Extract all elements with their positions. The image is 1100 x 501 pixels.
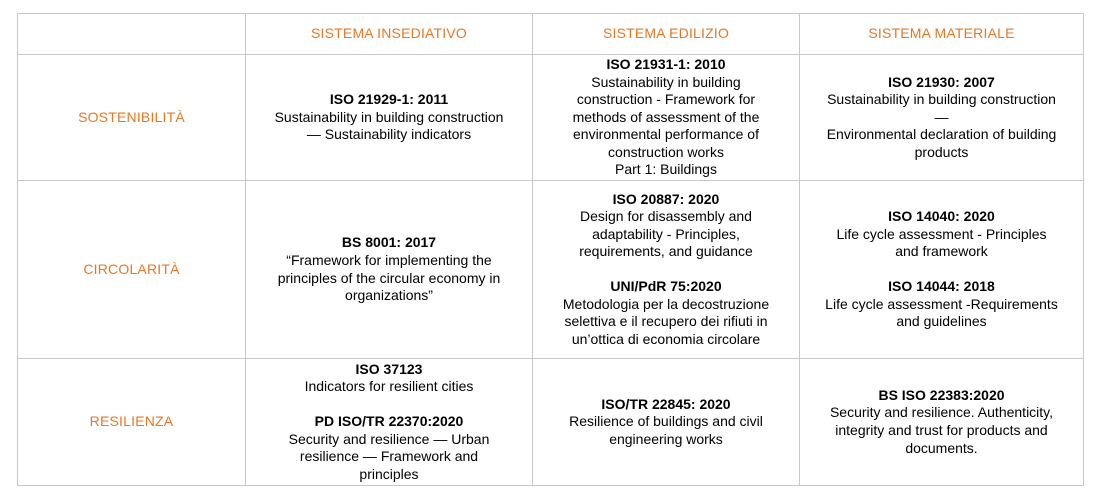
standard-description-line: principles — [359, 465, 419, 482]
standard-description-line: Security and resilience. Authenticity, — [829, 404, 1054, 421]
cell — [533, 181, 800, 359]
standard-description-line: Life cycle assessment -Requirements — [825, 295, 1058, 312]
row-header-circolarita: CIRCOLARITÀ — [18, 181, 246, 359]
standards-table — [17, 13, 1084, 486]
standard-code: ISO 37123 — [355, 360, 423, 377]
column-header-edilizio: SISTEMA EDILIZIO — [533, 14, 800, 55]
cell — [533, 359, 800, 486]
standard-description-line: Sustainability in building construction — [827, 91, 1056, 108]
standard-description-line: environmental performance of — [573, 126, 759, 143]
standard-code: BS 8001: 2017 — [341, 234, 437, 251]
row-header-sostenibilita: SOSTENIBILITÀ — [18, 55, 246, 181]
standard-description-line: organizations” — [345, 287, 433, 304]
standard-code: ISO 21931-1: 2010 — [606, 55, 726, 72]
standard-description-line: — — [934, 108, 949, 125]
standard-description-line: Sustainability in building — [591, 73, 741, 90]
standard-description-line: construction works — [608, 143, 724, 160]
standard-description-line: requirements, and guidance — [579, 243, 753, 260]
standard-description-line: Part 1: Buildings — [615, 161, 717, 178]
column-header-materiale: SISTEMA MATERIALE — [800, 14, 1084, 55]
cell — [246, 55, 533, 181]
standard-code: ISO 21930: 2007 — [888, 73, 995, 90]
standard-description-line: resilience — Framework and — [299, 448, 479, 465]
standard-description-line: methods of assessment of the — [572, 108, 760, 125]
header-row — [18, 14, 1084, 55]
standard-description-line: Metodologia per la decostruzione — [562, 295, 770, 312]
row-header-resilienza: RESILIENZA — [18, 359, 246, 486]
standard-description-line: un’ottica di economia circolare — [571, 330, 761, 347]
standard-description-line: integrity and trust for products and — [835, 422, 1048, 438]
standard-description-line: products — [914, 143, 969, 160]
standard-description-line: engineering works — [609, 430, 723, 447]
standard-description-line: Resilience of buildings and civil — [569, 413, 763, 430]
table-row — [18, 181, 1084, 359]
standard-code: ISO 14040: 2020 — [888, 208, 995, 225]
cell — [800, 55, 1084, 181]
entry-spacer — [806, 261, 1077, 278]
standard-description-line: Indicators for resilient cities — [304, 378, 474, 395]
standard-code: PD ISO/TR 22370:2020 — [314, 412, 464, 429]
standard-description-line: construction - Framework for — [576, 91, 756, 108]
cell — [800, 181, 1084, 359]
standard-description-line: Life cycle assessment - Principles — [836, 225, 1047, 242]
cell — [246, 181, 533, 359]
standard-description-line: and framework — [895, 243, 988, 260]
standard-description-line: Environmental declaration of building — [826, 126, 1057, 143]
standard-description-line: and guidelines — [896, 313, 987, 330]
standard-description-line: selettiva e il recupero dei rifiuti in — [564, 313, 768, 330]
cell — [800, 359, 1084, 486]
standard-code: ISO 21929-1: 2011 — [329, 91, 449, 108]
cell — [533, 55, 800, 181]
cell — [246, 359, 533, 486]
entry-spacer — [252, 396, 526, 413]
column-header-insediativo: SISTEMA INSEDIATIVO — [246, 14, 533, 55]
standard-description-line: “Framework for implementing the — [286, 251, 492, 268]
standard-code: ISO 14044: 2018 — [888, 278, 995, 294]
standard-description-line: principles of the circular economy in — [277, 269, 501, 286]
standard-code: ISO 20887: 2020 — [612, 190, 720, 207]
standard-code: ISO/TR 22845: 2020 — [601, 395, 731, 412]
table-row — [18, 359, 1084, 486]
standard-code: UNI/PdR 75:2020 — [610, 278, 722, 294]
corner-cell — [18, 14, 246, 55]
standard-description-line: Security and resilience — Urban — [288, 430, 490, 447]
standard-code: BS ISO 22383:2020 — [878, 386, 1005, 403]
table-row — [18, 55, 1084, 181]
standard-description-line: Sustainability in building construction — [274, 108, 504, 125]
standard-description-line: adaptability - Principles, — [592, 225, 740, 242]
standard-description-line: Design for disassembly and — [580, 208, 752, 225]
standard-description-line: documents. — [905, 439, 978, 456]
standard-description-line: — Sustainability indicators — [306, 126, 472, 143]
entry-spacer — [539, 261, 793, 278]
